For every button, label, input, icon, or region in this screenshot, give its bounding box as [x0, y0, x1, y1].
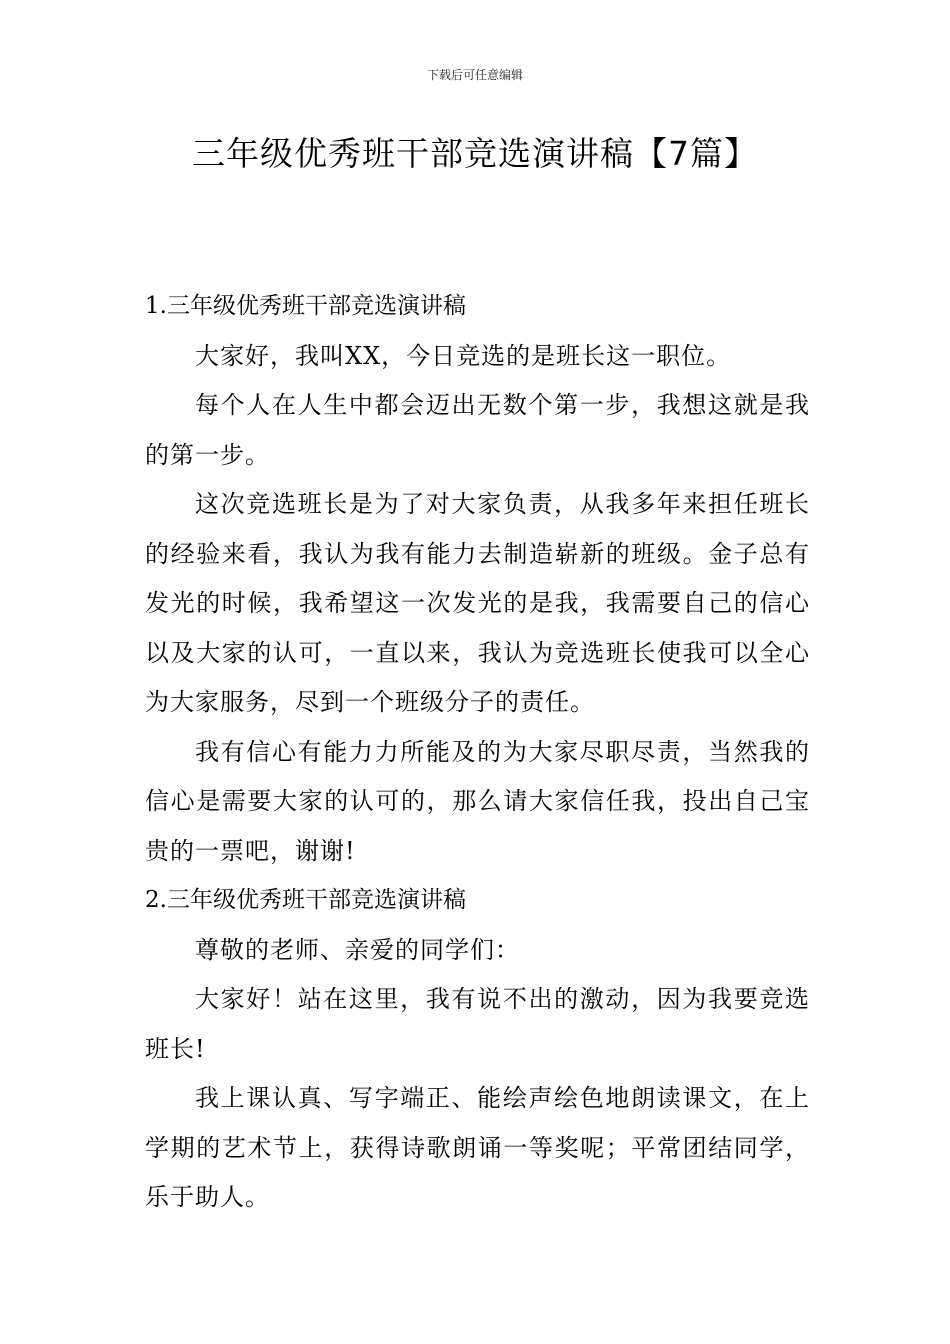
page-title: 三年级优秀班干部竞选演讲稿【7篇】: [192, 134, 758, 173]
paragraph: 尊敬的老师、亲爱的同学们：: [195, 935, 520, 964]
paragraph: 大家好！站在这里，我有说不出的激动，因为我要竞选班长!: [145, 985, 810, 1063]
paragraph: 这次竞选班长是为了对大家负责，从我多年来担任班长的经验来看，我认为我有能力去制造崭新的班级。金子总有发光的时候，我希望这一次发光的是我，我需要自己的信心以及大家的认可，一直以来，我认为竞选班长使我可以全心为大家服务，尽到一个班级分子的责任。: [145, 490, 810, 716]
paragraph: 每个人在人生中都会迈出无数个第一步，我想这就是我的第一步。: [145, 391, 810, 469]
paragraph: 我有信心有能力力所能及的为大家尽职尽责，当然我的信心是需要大家的认可的，那么请大家信任我，投出自己宝贵的一票吧，谢谢!: [145, 737, 810, 865]
document-body: [145, 282, 810, 1223]
section-heading-2: 2.三年级优秀班干部竞选演讲稿: [145, 887, 466, 913]
section-heading-1: 1.三年级优秀班干部竞选演讲稿: [145, 293, 466, 319]
paragraph: 我上课认真、写字端正、能绘声绘色地朗读课文，在上学期的艺术节上，获得诗歌朗诵一等奖呢；平常团结同学，乐于助人。: [145, 1084, 810, 1211]
header-note: 下载后可任意编辑: [426, 68, 523, 82]
paragraph: 大家好，我叫XX，今日竞选的是班长这一职位。: [195, 341, 732, 370]
